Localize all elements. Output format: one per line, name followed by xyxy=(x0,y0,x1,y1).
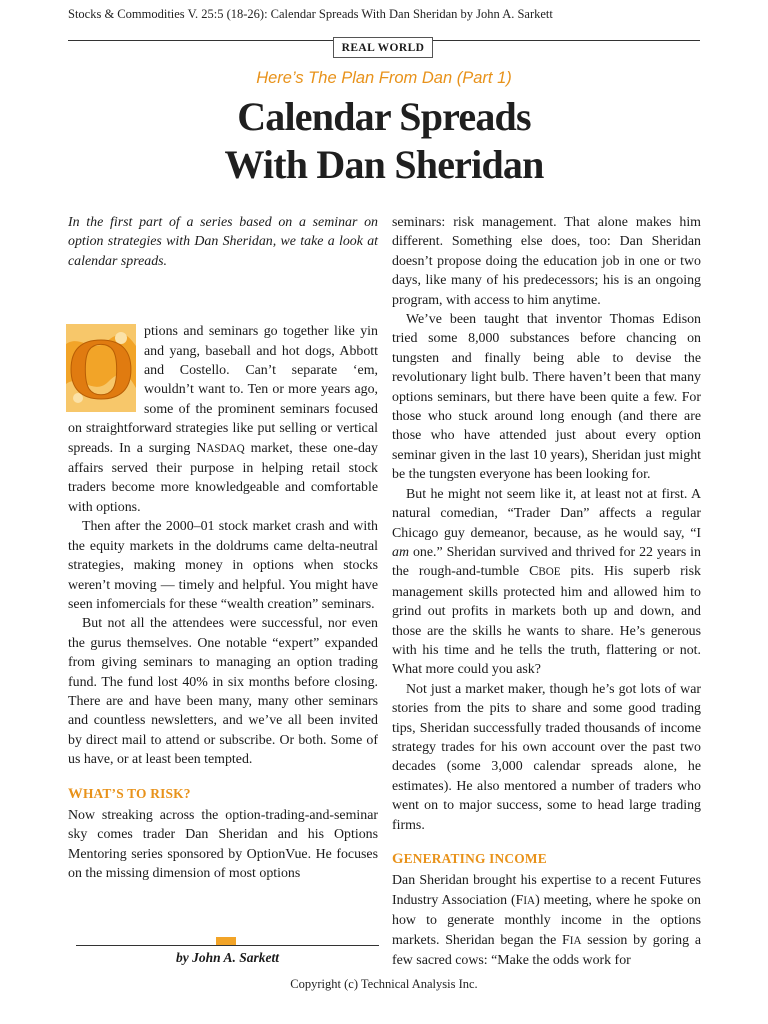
left-paragraph-1: O ptions and seminars go together like yin and yang, baseball and hot dogs, Abbott and Costello. Can’t separate ‘em, wouldn’t want to. Ten or more years ago, some of the prominent seminars focused on straightforward strategies like put selling or vertical spreads. In a surging NASDAQ market, these one-day affairs served their purpose in helping retail stock traders become more knowledgeable and comfortable with options. xyxy=(68,322,378,517)
title-line-2: With Dan Sheridan xyxy=(224,142,544,187)
right-paragraph-4: Not just a market maker, though he’s got lots of war stories from the pits to share and some good trading tips, Sheridan successfully traded thousands of income strategy trades for his own account over the past two decades (some 3,000 calendar spreads alone, he estimates). He also mentored a number of traders who went on to major success, some to head large trading firms. xyxy=(392,681,701,833)
running-head: Stocks & Commodities V. 25:5 (18-26): Calendar Spreads With Dan Sheridan by John A. Sarkett xyxy=(68,7,553,21)
right-paragraph-5: Dan Sheridan brought his expertise to a recent Futures Industry Association (FIA) meeting, where he spoke on how to generate monthly income in the options markets. Sheridan began the FIA session by goring a few sacred cows: “Make the odds work for xyxy=(392,873,701,969)
section-label: REAL WORLD xyxy=(333,37,433,58)
left-paragraph-4: Now streaking across the option-trading-and-seminar sky comes trader Dan Sheridan and his Options Mentoring series sponsored by OptionVue. He focuses on the missing dimension of most options xyxy=(68,807,378,882)
deck-first-letter: I xyxy=(68,215,73,230)
article-kicker: Here’s The Plan From Dan (Part 1) xyxy=(256,69,512,87)
article-title xyxy=(0,93,768,189)
title-line-1: Calendar Spreads xyxy=(237,94,531,139)
right-column xyxy=(392,213,701,970)
article-deck xyxy=(68,213,378,271)
byline-accent-mark xyxy=(216,937,236,945)
subhead-whats-to-risk: WHAT’S TO RISK? xyxy=(68,785,191,802)
subhead-generating-income: GENERATING INCOME xyxy=(392,851,547,867)
left-paragraph-3: But not all the attendees were successful, nor even the gurus themselves. One notable “expert” expanded from giving seminars to managing an option trading fund. The fund lost 40% in six months before closing. There are and have been many, many other seminars and countless newsletters, and we’ve all been invited by direct mail to attend or subscribe. Or both. Some of us have, or at least been tempted. xyxy=(68,616,378,768)
right-paragraph-1: seminars: risk management. That alone makes him different. Something else does, too: Dan Sheridan doesn’t propose doing the education job in one or two days, like many of his predecessors; his is an ongoing program, with access to him anytime. xyxy=(392,215,701,308)
right-paragraph-3: But he might not seem like it, at least not at first. A natural comedian, “Trader Dan” affects a regular Chicago guy demeanor, because, as he would say, “I am one.” Sheridan survived and thrived for 22 years in the rough-and-tumble CBOE pits. His superb risk management skills protected him and allowed him to grind out profits in markets both up and down, and those are the skills he wants to share. He’s generous with his time and he tells the truth, flattering or not. What more could you ask? xyxy=(392,486,701,678)
deck-text: n the first part of a series based on a seminar on option strategies with Dan Sheridan, we take a look at calendar spreads. xyxy=(68,215,378,269)
copyright-footer: Copyright (c) Technical Analysis Inc. xyxy=(290,977,478,991)
left-paragraph-2: Then after the 2000–01 stock market crash and with the equity markets in the doldrums came delta-neutral strategies, making money in options when stocks weren’t moving — timely and helpful. You might have seen infomercials for these “wealth creation” seminars. xyxy=(68,519,378,612)
byline-rule xyxy=(76,945,379,946)
left-column xyxy=(68,213,378,884)
right-paragraph-2: We’ve been taught that inventor Thomas Edison tried some 8,000 substances before chancing on tungsten and finally being able to devise the revolutionary light bulb. There haven’t been that many options seminars, but there have been quite a few. For those who stuck around long enough (and there are those who have attended just about every option seminar given in the last 10 years), Sheridan just might be the tungsten everyone has been looking for. xyxy=(392,312,701,483)
dropcap-letter: O xyxy=(66,324,136,413)
dropcap-art xyxy=(66,324,136,412)
byline: by John A. Sarkett xyxy=(175,950,280,965)
dropcap-o xyxy=(66,324,136,412)
